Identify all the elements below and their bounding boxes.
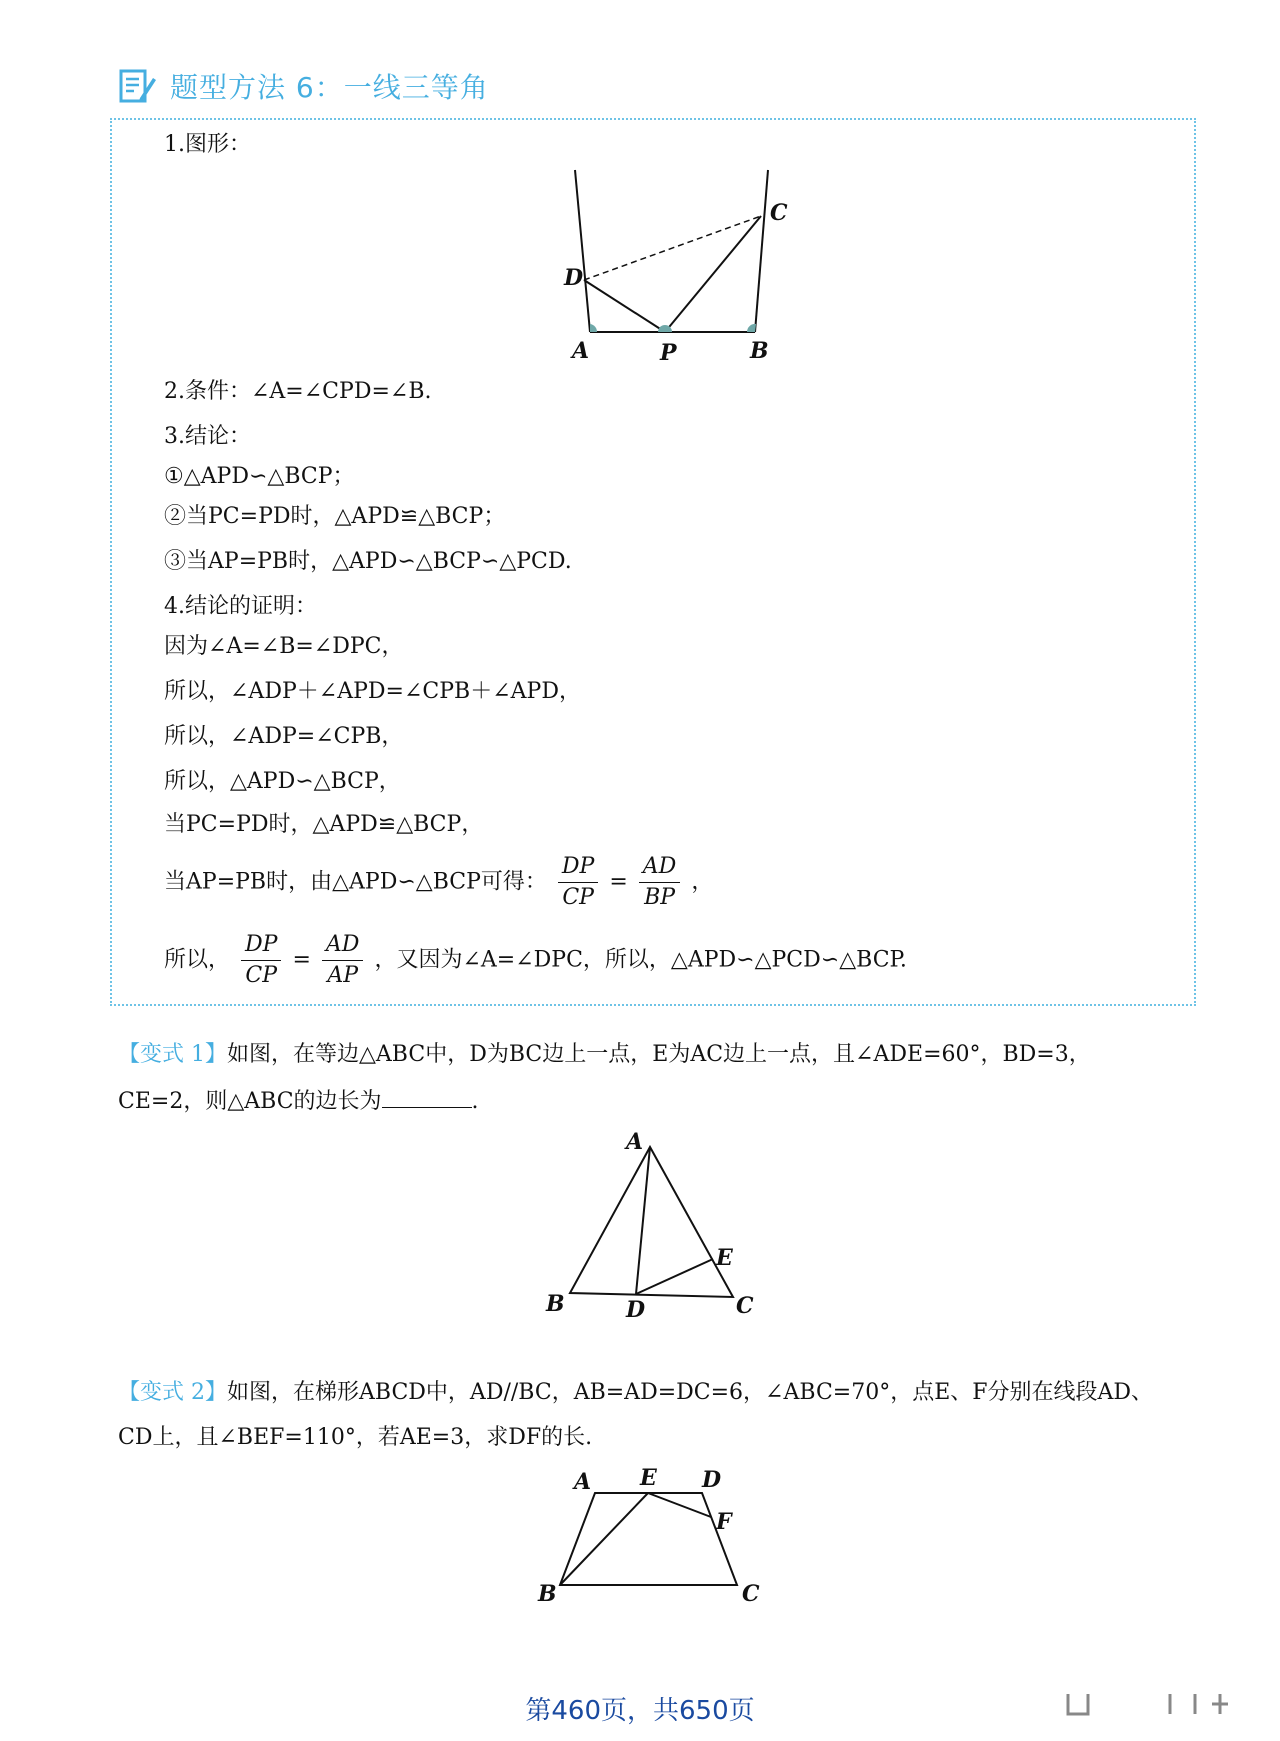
fraction [639, 852, 681, 913]
label-d: D [702, 1467, 722, 1493]
segment-ef [648, 1493, 711, 1517]
label-c: C [736, 1293, 754, 1319]
scroll-handle-icon [1160, 1686, 1230, 1722]
triangle-abc [570, 1147, 733, 1297]
left-ray [575, 170, 590, 332]
segment-be [560, 1493, 648, 1585]
fraction [241, 930, 281, 991]
fraction-numerator: DP [241, 930, 281, 961]
variant1-line2 [118, 1085, 479, 1117]
section-title: 题型方法 6：一线三等角 [170, 71, 489, 104]
label-f: F [716, 1509, 732, 1535]
label-c: C [742, 1581, 760, 1607]
section-header [118, 62, 489, 110]
fraction-numerator: AD [322, 930, 364, 961]
proof-line-final [164, 930, 907, 991]
right-ray [755, 170, 768, 332]
variant1-text-end: . [471, 1089, 479, 1114]
label-d: D [626, 1297, 646, 1323]
variant1-tag: 【变式 1】 [118, 1042, 227, 1067]
proof-line: 所以，∠ADP=∠CPB， [164, 724, 404, 749]
proof-line: 所以，△APD∽△BCP， [164, 769, 401, 794]
proof-line: 因为∠A=∠B=∠DPC， [164, 634, 404, 659]
fraction-denominator: BP [644, 885, 676, 910]
equals-sign: = [609, 869, 628, 895]
variant2-text: CD上，且∠BEF=110°，若AE=3，求DF的长. [118, 1425, 593, 1450]
page-tool-icon[interactable] [1160, 1686, 1230, 1729]
page-number: 第460页，共650页 [525, 1696, 755, 1726]
conclusion-heading: 3.结论： [164, 424, 251, 449]
angle-mark-a [590, 324, 597, 332]
label-a: A [574, 1469, 592, 1495]
page-view-icon [1060, 1686, 1096, 1722]
conclusion-item: ①△APD∽△BCP； [164, 464, 355, 489]
proof-text: ， [691, 869, 714, 895]
variant2-tag: 【变式 2】 [118, 1380, 227, 1405]
answer-blank[interactable] [382, 1085, 472, 1108]
label-p: P [660, 340, 677, 366]
label-b: B [750, 338, 769, 364]
proof-heading: 4.结论的证明： [164, 594, 317, 619]
figure-heading: 1.图形： [164, 132, 251, 157]
label-e: E [640, 1465, 657, 1491]
fraction-denominator: CP [245, 963, 278, 988]
segment-de [636, 1259, 713, 1294]
angle-mark-b [747, 324, 756, 332]
variant1-text: 如图，在等边△ABC中，D为BC边上一点，E为AC边上一点，且∠ADE=60°，BD=3， [227, 1042, 1091, 1067]
figure-equilateral-triangle [530, 1125, 780, 1325]
figure-trapezoid [530, 1465, 780, 1635]
figure-one-line-three-angles [560, 160, 800, 370]
proof-text: 当AP=PB时，由△APD∽△BCP可得： [164, 869, 547, 895]
conclusion-item: ②当PC=PD时，△APD≌△BCP； [164, 504, 506, 529]
segment-dp [584, 280, 665, 332]
conclusion-item: ③当AP=PB时，△APD∽△BCP∽△PCD. [164, 549, 572, 574]
fraction [558, 852, 598, 913]
variant2-line2 [118, 1423, 592, 1453]
label-a: A [626, 1129, 644, 1155]
label-c: C [770, 200, 788, 226]
variant2-line1 [118, 1378, 1153, 1408]
fraction-numerator: DP [558, 852, 598, 883]
proof-line: 当PC=PD时，△APD≌△BCP， [164, 812, 484, 837]
segment-pc [665, 216, 761, 332]
notebook-pen-icon [118, 66, 158, 106]
label-a: A [572, 338, 590, 364]
proof-text: ，又因为∠A=∠DPC，所以，△APD∽△PCD∽△BCP. [374, 947, 907, 973]
variant1-text: CE=2，则△ABC的边长为 [118, 1089, 382, 1114]
fraction-numerator: AD [639, 852, 681, 883]
equals-sign: = [292, 947, 311, 973]
proof-text: 所以， [164, 947, 231, 973]
label-b: B [538, 1581, 557, 1607]
fraction-denominator: AP [327, 963, 359, 988]
proof-line: 所以，∠ADP＋∠APD=∠CPB＋∠APD， [164, 679, 581, 704]
proof-line-ratio [164, 852, 713, 913]
fraction-denominator: CP [562, 885, 594, 910]
condition-line: 2.条件：∠A=∠CPD=∠B. [164, 379, 432, 404]
label-b: B [546, 1291, 565, 1317]
variant2-text: 如图，在梯形ABCD中，AD//BC，AB=AD=DC=6，∠ABC=70°，点E、F分别在线段AD、 [227, 1380, 1154, 1405]
variant1-line1 [118, 1040, 1091, 1070]
fraction [322, 930, 364, 991]
label-e: E [716, 1245, 733, 1271]
page-tool-icon[interactable] [1060, 1686, 1096, 1729]
label-d: D [564, 265, 584, 291]
trapezoid-abcd [560, 1493, 737, 1585]
